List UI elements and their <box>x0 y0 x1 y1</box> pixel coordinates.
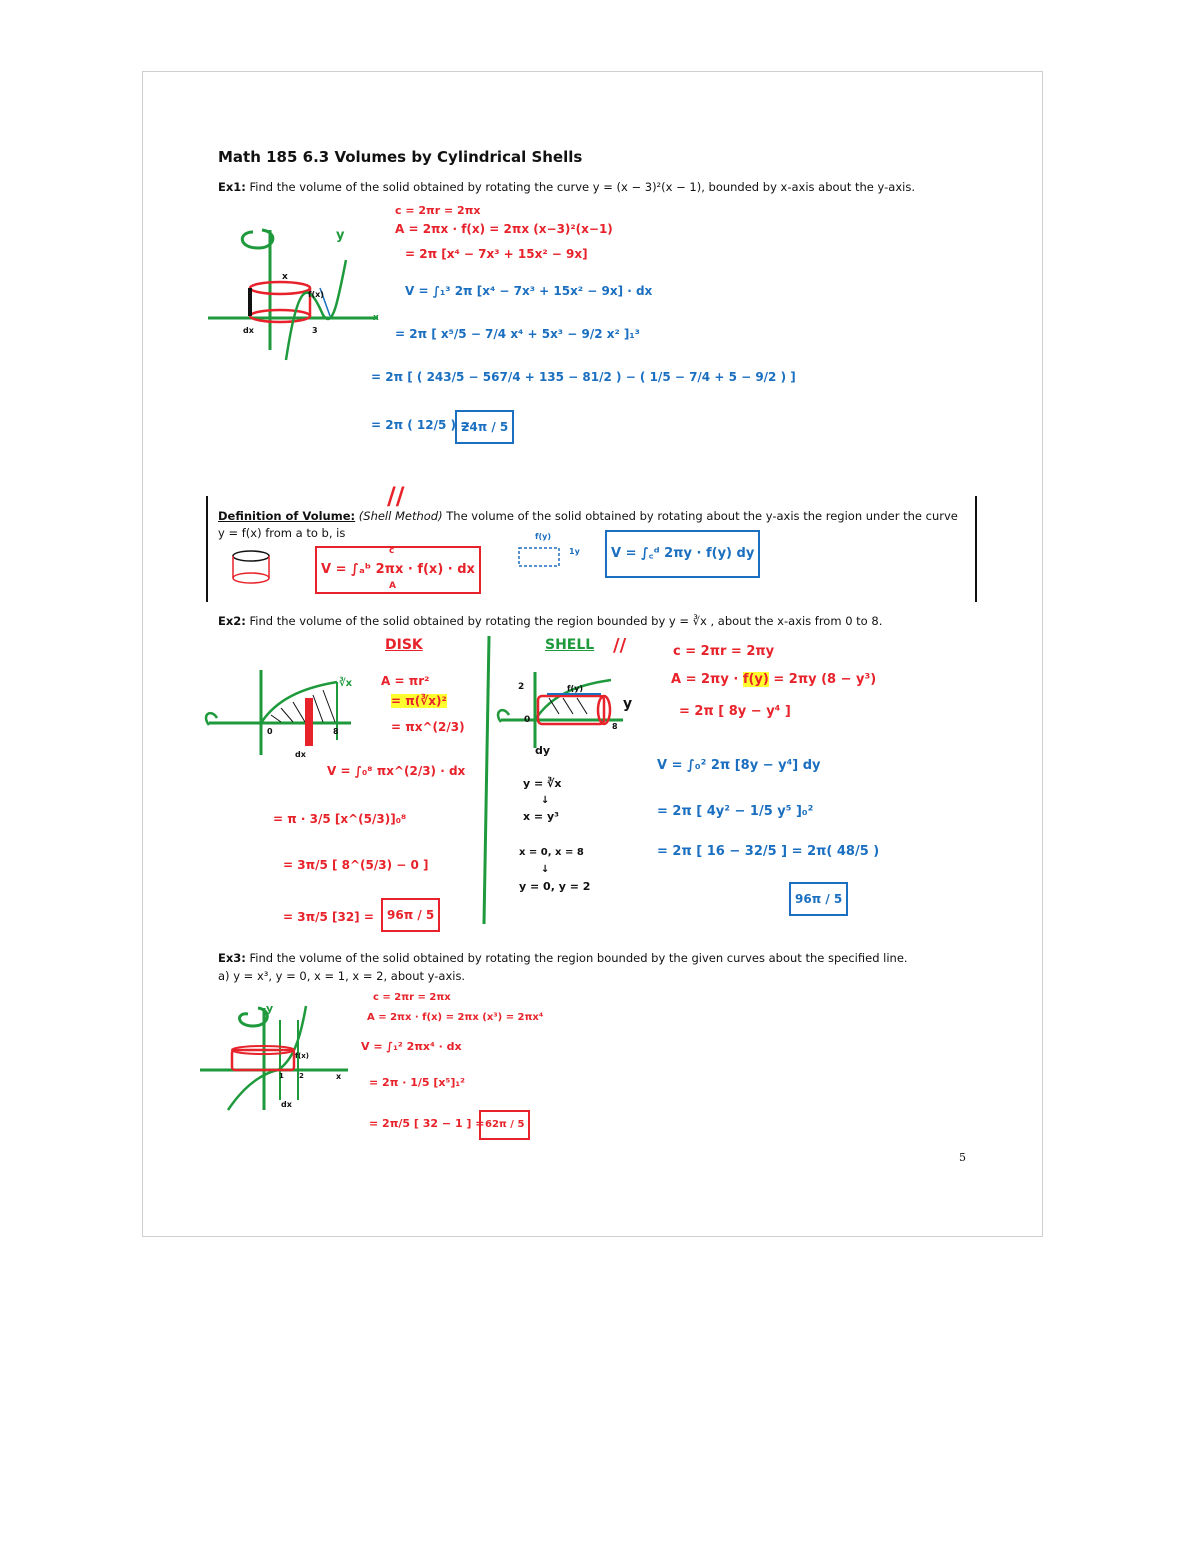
definition-formula-y: V = ∫꜀ᵈ 2πy · f(y) dy <box>605 530 760 578</box>
ex2-shell-line-3: = 2π [ 8y − y⁴ ] <box>679 704 791 719</box>
ex3-work-line-1: c = 2πr = 2πx <box>373 992 451 1003</box>
ex2-problem <box>218 613 978 630</box>
ex2-conversion-line-1: y = ∛x <box>523 777 562 790</box>
ex1-label: Ex1: <box>218 180 246 194</box>
rotation-arrow-icon <box>242 230 273 248</box>
definition-method: (Shell Method) <box>358 509 443 523</box>
definition-fy-label: f(y) <box>535 532 552 541</box>
ex2-shell-line-4: V = ∫₀² 2π [8y − y⁴] dy <box>657 758 821 773</box>
ex2-disk-line-2 <box>391 694 447 708</box>
ex1-work-line-3: = 2π [x⁴ − 7x³ + 15x² − 9x] <box>405 247 588 261</box>
ex3-text: Find the volume of the solid obtained by rotating the region bounded by the given curves about the specified line. <box>249 951 908 965</box>
ex2-shell-y-label: y <box>623 696 633 712</box>
ex3-graph-one-label: 1 <box>279 1072 284 1080</box>
ex2-disk-heading: DISK <box>385 637 423 653</box>
page-number: 5 <box>959 1151 966 1164</box>
ex3-graph-x-axis-label: x <box>336 1072 342 1081</box>
ex1-graph-fx-label: f(x) <box>308 290 324 299</box>
ex1-graph-x-axis-label: x <box>373 313 379 323</box>
ex1-work-line-7: = 2π ( 12/5 ) = <box>371 418 471 432</box>
ex2-shell-line-1: c = 2πr = 2πy <box>673 644 775 659</box>
ex2-disk-graph <box>201 670 361 760</box>
ex1-graph-y-label: y <box>336 228 345 243</box>
ex2-shell-line-6: = 2π [ 16 − 32/5 ] = 2π( 48/5 ) <box>657 844 880 859</box>
ex3-graph-dx-label: dx <box>281 1100 292 1109</box>
ex2-shell-dy-label: dy <box>535 744 551 757</box>
ex3-problem <box>218 950 978 967</box>
ex1-work-line-5: = 2π [ x⁵/5 − 7/4 x⁴ + 5x³ − 9/2 x² ]₁³ <box>395 327 640 341</box>
ex2-shell-eight-label: 8 <box>612 722 618 731</box>
ex1-graph-three-label: 3 <box>312 326 318 335</box>
ex2-shell-two-label: 2 <box>518 682 525 692</box>
ex2-shell-line-5: = 2π [ 4y² − 1/5 y⁵ ]₀² <box>657 804 814 819</box>
definition-marks: // <box>387 482 405 510</box>
ex1-work-line-6: = 2π [ ( 243/5 − 567/4 + 135 − 81/2 ) − ( 1/5 − 7/4 + 5 − 9/2 ) ] <box>371 370 796 384</box>
ex3-graph-fx-label: f(x) <box>295 1052 309 1060</box>
definition-formula-x-note-c: c <box>389 546 395 556</box>
definition-formula-x: V = ∫ₐᵇ 2πx · f(x) · dx <box>315 546 481 594</box>
definition-shell-sketch <box>231 546 271 586</box>
ex1-work-line-2: A = 2πx · f(x) = 2πx (x−3)²(x−1) <box>395 222 613 236</box>
ex2-shell-line-2 <box>671 672 876 687</box>
ex2-shell-zero-label: 0 <box>524 715 531 725</box>
ex1-answer-box: 24π / 5 <box>455 410 514 444</box>
ex2-label: Ex2: <box>218 614 246 628</box>
definition-body: The volume of the solid obtained by rotating about the y-axis the region under the curve y = f(x) from a to b, is <box>218 509 958 540</box>
ex2-disk-cbrt-label: ∛x <box>339 678 353 689</box>
ex2-disk-answer-box: 96π / 5 <box>381 898 440 932</box>
ex3-label: Ex3: <box>218 951 246 965</box>
page-title: Math 185 6.3 Volumes by Cylindrical Shells <box>218 148 583 166</box>
definition-dy-label: 1y <box>569 547 580 556</box>
ex2-conversion-line-4: y = 0, y = 2 <box>519 880 591 893</box>
ex2-shell-line-2-b: = 2πy (8 − y³) <box>773 672 877 687</box>
ex2-shell-answer-box: 96π / 5 <box>789 882 848 916</box>
ex3-graph-y-label: y <box>266 1002 274 1015</box>
ex2-disk-line-6: = 3π/5 [ 8^(5/3) − 0 ] <box>283 858 429 872</box>
ex3-work-line-2: A = 2πx · f(x) = 2πx (x³) = 2πx⁴ <box>367 1012 544 1023</box>
ex3-work-line-5: = 2π/5 [ 32 − 1 ] = <box>369 1117 485 1130</box>
ex2-disk-line-1: A = πr² <box>381 674 430 688</box>
ex3-graph-two-label: 2 <box>299 1072 304 1080</box>
ex2-disk-dx-label: dx <box>295 750 306 759</box>
ex2-disk-zero-label: 0 <box>267 727 273 736</box>
ex1-graph <box>198 220 388 360</box>
ex2-disk-line-3: = πx^(2/3) <box>391 720 465 734</box>
document-page <box>142 71 1043 1237</box>
definition-horizontal-shell-sketch <box>515 542 575 572</box>
ex2-shell-heading: SHELL <box>545 637 595 653</box>
ex2-shell-line-2-fy: f(y) <box>742 672 769 687</box>
ex3-answer-box: 62π / 5 <box>479 1110 530 1140</box>
ex2-shell-line-2-a: A = 2πy · <box>671 672 739 687</box>
definition-heading: Definition of Volume: <box>218 509 356 523</box>
definition-text <box>218 508 958 542</box>
ex1-text: Find the volume of the solid obtained by rotating the curve y = (x − 3)²(x − 1), bounded by x-axis about the y-axis. <box>249 180 915 194</box>
ex1-work-line-1: c = 2πr = 2πx <box>395 204 481 217</box>
ex2-disk-line-7: = 3π/5 [32] = <box>283 910 374 924</box>
ex2-conversion-line-3: x = 0, x = 8 <box>519 847 584 858</box>
ex2-conversion-arrow-1: ↓ <box>541 795 550 806</box>
ex2-shell-fy-label: f(y) <box>567 684 584 693</box>
ex2-disk-line-2-text: = π(∛x)² <box>391 694 447 708</box>
ex2-conversion-arrow-2: ↓ <box>541 864 550 875</box>
ex3-work-line-3: V = ∫₁² 2πx⁴ · dx <box>361 1040 462 1053</box>
ex2-disk-line-4: V = ∫₀⁸ πx^(2/3) · dx <box>327 764 466 778</box>
ex2-shell-graph <box>493 670 633 750</box>
ex3-work-line-4: = 2π · 1/5 [x⁵]₁² <box>369 1076 465 1089</box>
ex2-divider <box>482 636 490 924</box>
ex2-shell-marks: // <box>613 635 627 656</box>
ex1-problem <box>218 179 958 196</box>
ex1-graph-dx-label: dx <box>243 326 254 335</box>
ex1-work-line-4: V = ∫₁³ 2π [x⁴ − 7x³ + 15x² − 9x] · dx <box>405 284 653 298</box>
ex3-part-a: a) y = x³, y = 0, x = 1, x = 2, about y-axis. <box>218 969 466 983</box>
ex2-text: Find the volume of the solid obtained by rotating the region bounded by y = ∛x , about the x-axis from 0 to 8. <box>249 614 883 628</box>
ex2-disk-eight-label: 8 <box>333 727 339 736</box>
definition-formula-x-note-a: A <box>389 581 396 591</box>
ex2-disk-line-5: = π · 3/5 [x^(5/3)]₀⁸ <box>273 812 407 826</box>
ex1-graph-x-label: x <box>282 272 288 282</box>
ex2-conversion-line-2: x = y³ <box>523 810 559 823</box>
